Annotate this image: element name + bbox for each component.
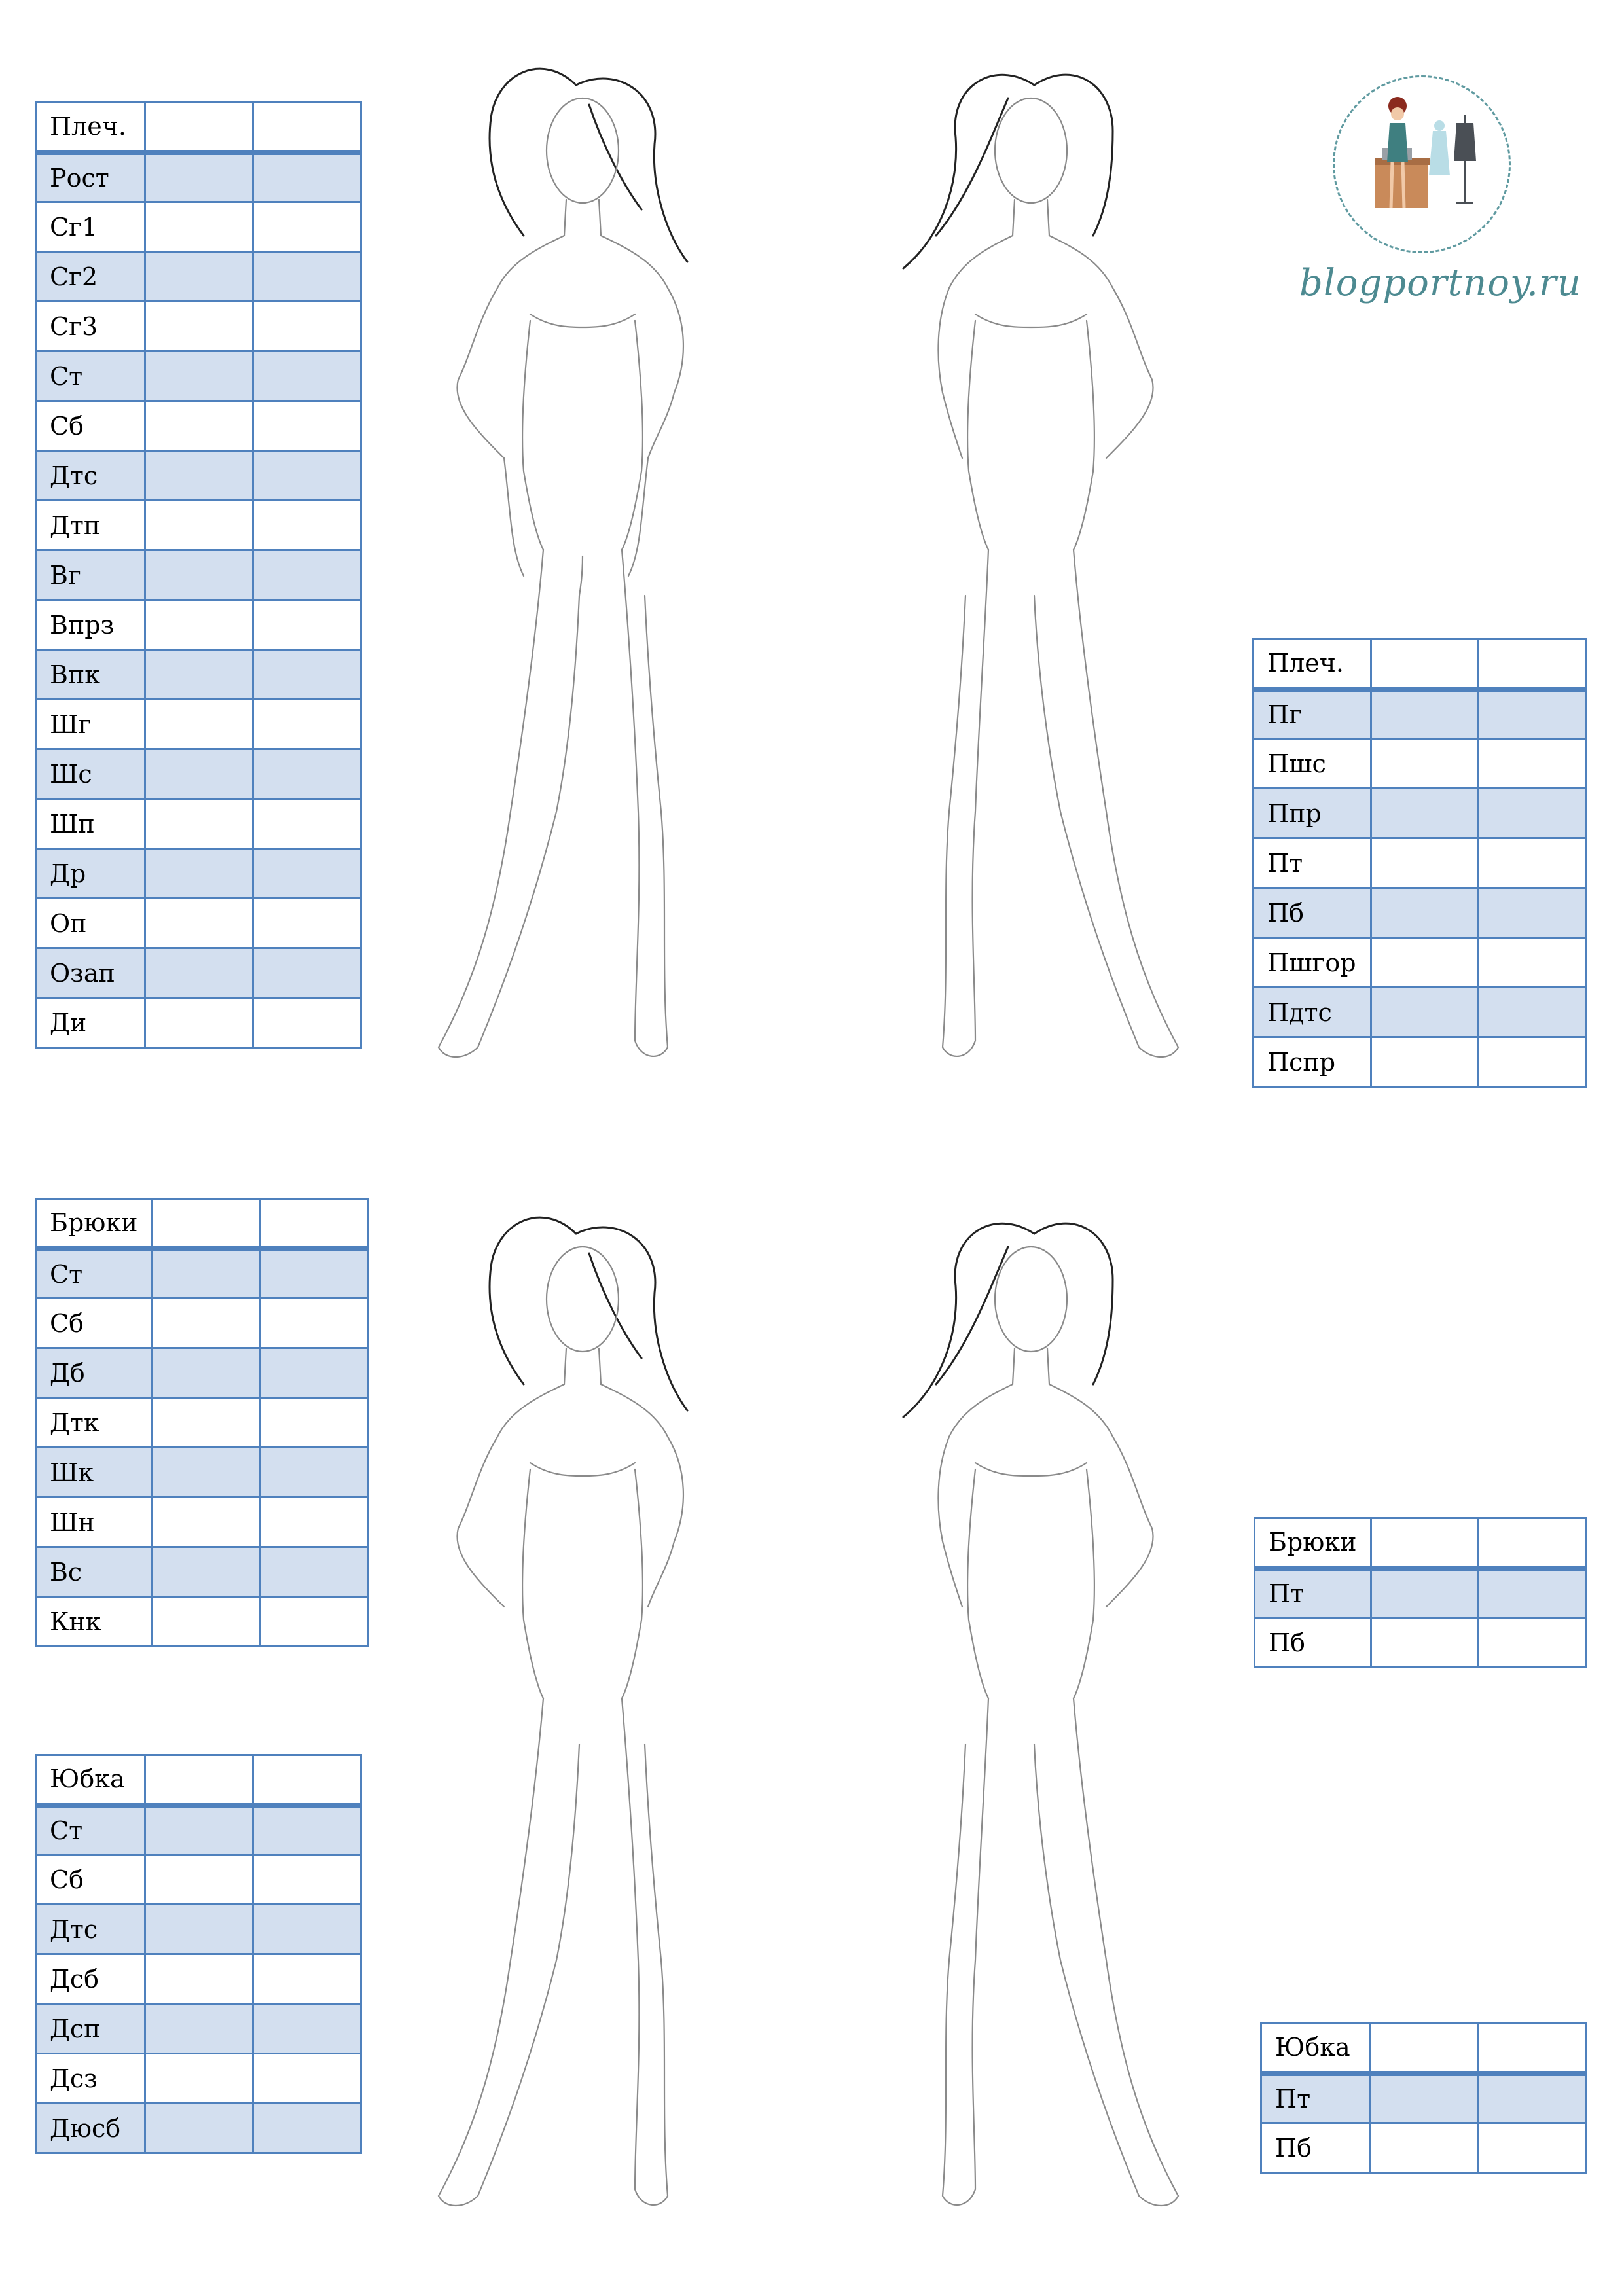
table-row [36,550,361,600]
table-header-row [36,103,361,152]
table-row [1261,2123,1587,2173]
value-cell[interactable] [1371,639,1479,689]
value-cell[interactable] [1479,689,1587,739]
value-cell[interactable] [1371,1618,1479,1668]
measurement-label: Юбка [36,1755,145,1805]
table-row [36,252,361,302]
value-cell[interactable] [253,700,361,749]
measurement-label: Рост [36,152,145,202]
value-cell[interactable] [253,2054,361,2104]
value-cell[interactable] [145,1755,253,1805]
value-cell[interactable] [1371,2024,1479,2073]
table-row [36,401,361,451]
table-row [36,1398,369,1448]
measurement-label: Ди [36,998,145,1048]
table-row [36,2004,361,2054]
value-cell[interactable] [145,351,253,401]
value-cell[interactable] [1479,1568,1587,1618]
table-header-row [36,1199,369,1249]
measurement-label: Юбка [1261,2024,1371,2073]
table-row [36,1299,369,1348]
table-row [36,1348,369,1398]
table-row [1254,938,1587,988]
value-cell[interactable] [261,1348,369,1398]
value-cell[interactable] [1479,838,1587,888]
measurement-label: Оп [36,899,145,948]
measurement-label: Озап [36,948,145,998]
value-cell[interactable] [145,650,253,700]
value-cell[interactable] [153,1448,261,1498]
measurement-label: Дтп [36,501,145,550]
seamstress-illustration [1335,77,1509,251]
value-cell[interactable] [153,1498,261,1547]
value-cell[interactable] [145,849,253,899]
table-row [36,302,361,351]
table-row [1261,2073,1587,2123]
value-cell[interactable] [153,1199,261,1249]
table-row [36,152,361,202]
value-cell[interactable] [1371,739,1479,789]
value-cell[interactable] [253,1954,361,2004]
measurement-label: Ст [36,351,145,401]
figure-back-top [838,39,1231,1113]
measurement-label: Пдтс [1254,988,1371,1037]
measurement-label: Др [36,849,145,899]
skirt-increments-table [1260,2022,1587,2174]
measurement-label: Ст [36,1249,153,1299]
value-cell[interactable] [253,202,361,252]
value-cell[interactable] [253,302,361,351]
measurement-label: Пспр [1254,1037,1371,1087]
value-cell[interactable] [1479,789,1587,838]
measurement-label: Шс [36,749,145,799]
value-cell[interactable] [1479,1037,1587,1087]
figure-back-bottom [838,1188,1231,2261]
value-cell[interactable] [145,1855,253,1905]
measurement-label: Дтс [36,451,145,501]
value-cell[interactable] [253,998,361,1048]
value-cell[interactable] [253,650,361,700]
table-row [36,2104,361,2153]
value-cell[interactable] [253,1755,361,1805]
value-cell[interactable] [1371,2123,1479,2173]
measurement-label: Сг1 [36,202,145,252]
value-cell[interactable] [145,1805,253,1855]
measurement-label: Пт [1255,1568,1371,1618]
value-cell[interactable] [153,1597,261,1647]
measurement-label: Дсп [36,2004,145,2054]
table-row [1255,1618,1587,1668]
measurement-label: Пшс [1254,739,1371,789]
value-cell[interactable] [261,1448,369,1498]
value-cell[interactable] [261,1199,369,1249]
value-cell[interactable] [253,1855,361,1905]
value-cell[interactable] [253,2004,361,2054]
value-cell[interactable] [145,749,253,799]
table-row [36,451,361,501]
value-cell[interactable] [261,1498,369,1547]
value-cell[interactable] [145,501,253,550]
measurement-label: Сб [36,1855,145,1905]
value-cell[interactable] [153,1398,261,1448]
value-cell[interactable] [253,948,361,998]
value-cell[interactable] [253,849,361,899]
measurement-label: Шг [36,700,145,749]
value-cell[interactable] [145,302,253,351]
trousers-increments-table [1254,1517,1587,1668]
value-cell[interactable] [261,1299,369,1348]
measurement-label: Дб [36,1348,153,1398]
table-row [36,1954,361,2004]
value-cell[interactable] [153,1249,261,1299]
table-row [1254,888,1587,938]
value-cell[interactable] [253,401,361,451]
value-cell[interactable] [145,103,253,152]
value-cell[interactable] [1479,888,1587,938]
value-cell[interactable] [145,550,253,600]
value-cell[interactable] [261,1597,369,1647]
figure-front-top [380,39,772,1113]
value-cell[interactable] [253,600,361,650]
value-cell[interactable] [1371,838,1479,888]
value-cell[interactable] [1371,888,1479,938]
value-cell[interactable] [145,948,253,998]
measurement-label: Пшгор [1254,938,1371,988]
measurement-label: Плеч. [1254,639,1371,689]
table-row [36,1597,369,1647]
table-row [36,1805,361,1855]
table-row [36,1905,361,1954]
table-row [1254,689,1587,739]
table-header-row [1255,1518,1587,1568]
shoulder-increments-table [1252,638,1587,1088]
table-row [36,849,361,899]
value-cell[interactable] [261,1547,369,1597]
table-row [36,202,361,252]
measurement-label: Пт [1254,838,1371,888]
value-cell[interactable] [145,2104,253,2153]
table-row [1254,838,1587,888]
value-cell[interactable] [253,351,361,401]
value-cell[interactable] [1479,2123,1587,2173]
table-header-row [1261,2024,1587,2073]
measurement-label: Шк [36,1448,153,1498]
value-cell[interactable] [253,103,361,152]
value-cell[interactable] [1479,639,1587,689]
value-cell[interactable] [145,1905,253,1954]
trousers-measurements-table [35,1198,369,1647]
measurement-label: Плеч. [36,103,145,152]
value-cell[interactable] [1371,2073,1479,2123]
table-row [36,1498,369,1547]
value-cell[interactable] [145,252,253,302]
skirt-measurements-table [35,1754,362,2154]
measurement-label: Пб [1254,888,1371,938]
value-cell[interactable] [1479,739,1587,789]
measurement-label: Впрз [36,600,145,650]
measurement-label: Сг3 [36,302,145,351]
value-cell[interactable] [1479,1518,1587,1568]
value-cell[interactable] [253,501,361,550]
measurement-label: Пг [1254,689,1371,739]
table-row [1255,1568,1587,1618]
value-cell[interactable] [1371,988,1479,1037]
table-row [1254,988,1587,1037]
measurement-label: Кнк [36,1597,153,1647]
measurement-label: Сб [36,1299,153,1348]
value-cell[interactable] [145,799,253,849]
value-cell[interactable] [1371,1568,1479,1618]
value-cell[interactable] [261,1398,369,1448]
value-cell[interactable] [145,1954,253,2004]
table-row [36,1855,361,1905]
table-row [36,351,361,401]
value-cell[interactable] [153,1348,261,1398]
measurement-label: Сб [36,401,145,451]
value-cell[interactable] [253,451,361,501]
measurement-label: Вг [36,550,145,600]
table-row [36,700,361,749]
value-cell[interactable] [1371,1037,1479,1087]
logo-text: blogportnoy.ru [1299,262,1581,304]
table-row [1254,789,1587,838]
table-row [1254,1037,1587,1087]
measurement-label: Дтс [36,1905,145,1954]
table-header-row [1254,639,1587,689]
measurement-label: Дсз [36,2054,145,2104]
measurement-label: Дсб [36,1954,145,2004]
value-cell[interactable] [253,799,361,849]
logo-badge [1333,75,1511,253]
value-cell[interactable] [145,401,253,451]
value-cell[interactable] [153,1299,261,1348]
table-row [36,799,361,849]
value-cell[interactable] [253,152,361,202]
value-cell[interactable] [1479,1618,1587,1668]
value-cell[interactable] [145,451,253,501]
value-cell[interactable] [145,998,253,1048]
table-row [36,998,361,1048]
value-cell[interactable] [145,700,253,749]
table-row [36,1448,369,1498]
table-row [36,650,361,700]
value-cell[interactable] [1371,938,1479,988]
value-cell[interactable] [253,252,361,302]
measurement-label: Брюки [36,1199,153,1249]
value-cell[interactable] [1371,789,1479,838]
table-header-row [36,1755,361,1805]
measurement-label: Шп [36,799,145,849]
value-cell[interactable] [1479,938,1587,988]
table-row [36,600,361,650]
value-cell[interactable] [1371,689,1479,739]
value-cell[interactable] [145,202,253,252]
table-row [36,2054,361,2104]
measurement-label: Дтк [36,1398,153,1448]
measurement-label: Вс [36,1547,153,1597]
value-cell[interactable] [253,899,361,948]
measurement-label: Ппр [1254,789,1371,838]
measurement-label: Шн [36,1498,153,1547]
measurement-label: Дюсб [36,2104,145,2153]
value-cell[interactable] [145,2054,253,2104]
value-cell[interactable] [1479,988,1587,1037]
measurement-label: Пб [1261,2123,1371,2173]
table-row [36,501,361,550]
value-cell[interactable] [253,1805,361,1855]
value-cell[interactable] [145,600,253,650]
measurement-label: Ст [36,1805,145,1855]
figure-front-bottom [380,1188,772,2261]
table-row [1254,739,1587,789]
value-cell[interactable] [261,1249,369,1299]
table-row [36,749,361,799]
value-cell[interactable] [253,1905,361,1954]
measurement-label: Пт [1261,2073,1371,2123]
value-cell[interactable] [145,899,253,948]
value-cell[interactable] [253,749,361,799]
value-cell[interactable] [1479,2073,1587,2123]
value-cell[interactable] [145,152,253,202]
measurement-label: Впк [36,650,145,700]
value-cell[interactable] [145,2004,253,2054]
value-cell[interactable] [1371,1518,1479,1568]
value-cell[interactable] [1479,2024,1587,2073]
measurement-label: Сг2 [36,252,145,302]
value-cell[interactable] [153,1547,261,1597]
table-row [36,1547,369,1597]
value-cell[interactable] [253,550,361,600]
shoulder-measurements-table [35,101,362,1049]
measurement-label: Брюки [1255,1518,1371,1568]
table-row [36,1249,369,1299]
value-cell[interactable] [253,2104,361,2153]
table-row [36,899,361,948]
measurement-label: Пб [1255,1618,1371,1668]
table-row [36,948,361,998]
